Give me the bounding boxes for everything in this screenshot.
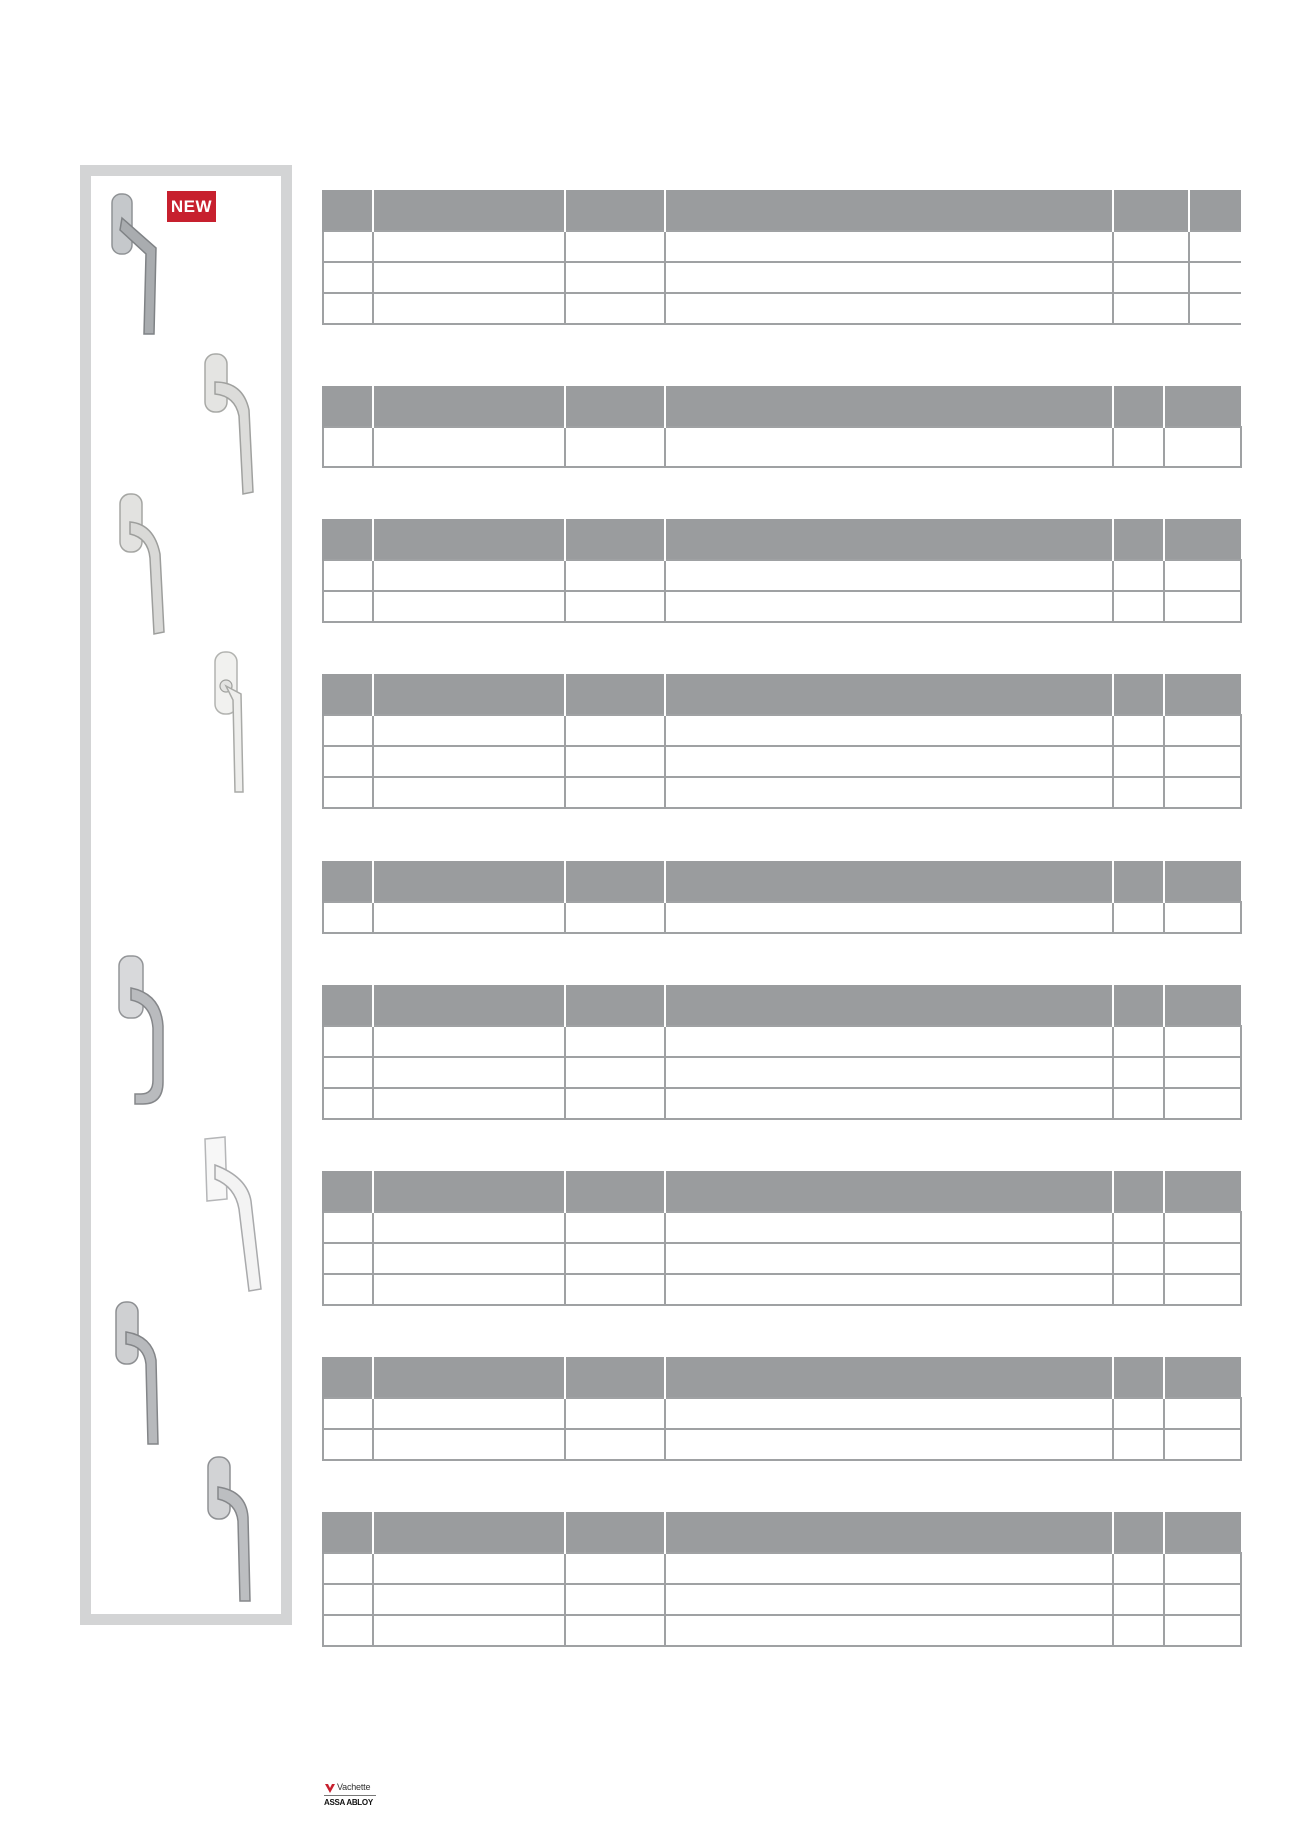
table-header-row — [323, 674, 1241, 715]
table-row — [323, 262, 1241, 293]
table-row — [323, 231, 1241, 262]
table-row — [323, 1553, 1241, 1584]
spec-table — [322, 386, 1242, 468]
table-header-row — [323, 1171, 1241, 1212]
table-row — [323, 1212, 1241, 1243]
spec-table — [322, 985, 1242, 1120]
window-handle-curved-icon — [203, 352, 263, 497]
spec-table — [322, 190, 1241, 325]
table-header-row — [323, 861, 1241, 902]
table-row — [323, 715, 1241, 746]
window-handle-curved-icon — [206, 1455, 261, 1605]
spec-table — [322, 519, 1242, 623]
table-row — [323, 746, 1241, 777]
table-row — [323, 1429, 1241, 1460]
table-row — [323, 1026, 1241, 1057]
table-header-row — [323, 386, 1241, 427]
window-handle-angular-icon — [108, 192, 168, 338]
table-row — [323, 1088, 1241, 1119]
table-row — [323, 777, 1241, 808]
table-row — [323, 902, 1241, 933]
table-header-row — [323, 190, 1241, 231]
table-header-row — [323, 519, 1241, 560]
table-header-row — [323, 1512, 1241, 1553]
table-row — [323, 1398, 1241, 1429]
table-row — [323, 293, 1241, 324]
divider — [324, 1795, 376, 1796]
brand-name: Vachette — [337, 1782, 371, 1792]
window-handle-curved-icon — [118, 492, 176, 637]
window-handle-u-shape-icon — [117, 954, 177, 1109]
table-row — [323, 591, 1241, 622]
group-name: ASSA ABLOY — [324, 1798, 373, 1807]
window-handle-straight-icon — [114, 1300, 169, 1448]
spec-table — [322, 1357, 1242, 1461]
spec-table — [322, 1171, 1242, 1306]
table-row — [323, 427, 1241, 467]
table-row — [323, 1584, 1241, 1615]
spec-table — [322, 861, 1242, 934]
window-handle-flat-icon — [199, 1135, 265, 1295]
table-row — [323, 560, 1241, 591]
new-badge: NEW — [167, 191, 216, 222]
table-header-row — [323, 985, 1241, 1026]
table-row — [323, 1274, 1241, 1305]
vachette-mark-icon — [324, 1782, 336, 1794]
table-row — [323, 1057, 1241, 1088]
spec-table — [322, 1512, 1242, 1647]
window-handle-straight-icon — [211, 650, 256, 795]
table-header-row — [323, 1357, 1241, 1398]
spec-table — [322, 674, 1242, 809]
table-row — [323, 1243, 1241, 1274]
table-row — [323, 1615, 1241, 1646]
